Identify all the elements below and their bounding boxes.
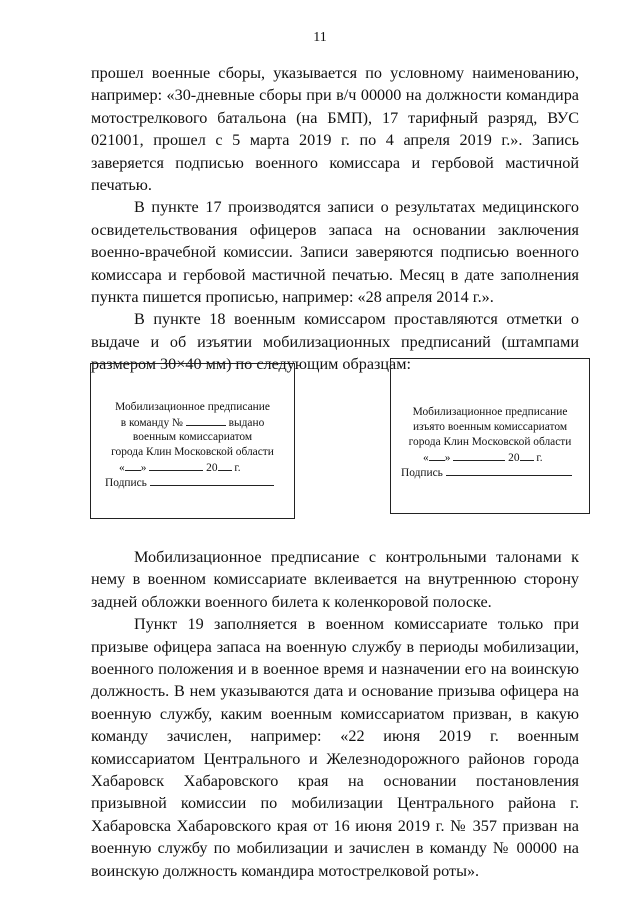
blank-field [149, 460, 203, 471]
stamp-sample-issued [90, 363, 295, 519]
stamp-line: Мобилизационное предписание [412, 406, 568, 418]
stamp-line: изъято военным комиссариатом [412, 421, 568, 433]
stamp-text: г. [536, 452, 543, 464]
paragraph: В пункте 18 военным комиссаром проставляются отметки о выдаче и об изъятии мобилизационных предписаний (штампами размером 30×40 мм) по следующим образцам: [91, 310, 579, 374]
blank-field [218, 460, 232, 471]
stamp-text: в команду № [120, 417, 183, 429]
stamp-date-line [119, 460, 241, 475]
stamp-sample-withdrawn [390, 358, 590, 514]
text-block-top [91, 62, 579, 376]
stamp-sign-line [401, 465, 572, 480]
blank-field [520, 450, 534, 461]
paragraph: Мобилизационное предписание с контрольными талонами к нему в военном комиссариате вклеивается на внутреннюю сторону задней обложки военного билета к коленкоровой полоске. [91, 548, 579, 611]
stamp-line: города Клин Московской области [111, 446, 274, 458]
blank-field [125, 460, 141, 471]
stamp-line: Мобилизационное предписание [115, 401, 270, 413]
stamp-text: выдано [228, 417, 265, 429]
stamp-text: г. [234, 462, 241, 474]
blank-field [453, 450, 505, 461]
stamp-line: города Клин Московской области [408, 436, 572, 448]
stamp-text: Подпись [105, 477, 147, 489]
stamp-line [91, 415, 294, 430]
stamp-text: « [423, 452, 429, 464]
blank-field [186, 415, 226, 426]
paragraph: В пункте 17 производятся записи о результатах медицинского освидетельствования офицеров запаса на основании заключения военно-врачебной комиссии. Записи заверяются подписью военного комиссара и гербовой мастичной печатью. Месяц в дате заполнения пункта пишется прописью, например: «28 апреля 2014 г.». [91, 198, 579, 307]
stamp-line: военным комиссариатом [132, 431, 253, 443]
stamp-text: 20 [206, 462, 218, 474]
stamp-text: 20 [508, 452, 520, 464]
stamp-text: « [119, 462, 125, 474]
paragraph: Пункт 19 заполняется в военном комиссариате только при призыве офицера запаса на военную службу в периоды мобилизации, военного положения и в военное время и назначении его на воинскую должность. В нем указываются дата и основание призыва офицера на военную службу, каким военным комиссариатом призван, в какую команду зачислен, например: «22 июня 2019 г. военным комиссариатом Центрального и Железнодорожного районов города Хабаровск Хабаровского края на основании постановления призывной комиссии по мобилизации Центрального района г. Хабаровска Хабаровского края от 16 июня 2019 г. № 357 призван на военную службу по мобилизации и зачислен в команду № 00000 на воинскую должность командира мотострелковой роты». [91, 615, 579, 880]
page-number: 11 [313, 30, 327, 45]
stamp-text: » [444, 452, 451, 464]
stamp-text: Подпись [401, 467, 443, 479]
blank-field [429, 450, 445, 461]
stamp-text: » [140, 462, 147, 474]
text-block-bottom [91, 546, 579, 882]
blank-field [150, 475, 274, 486]
blank-field [446, 465, 572, 476]
paragraph: прошел военные сборы, указывается по условному наименованию, например: «30-дневные сборы при в/ч 00000 на должности командира мотострелкового батальона (на БМП), 17 тарифный разряд, ВУС 021001, прошел с 5 марта 2019 г. по 4 апреля 2019 г.». Запись заверяется подписью военного комиссара и гербовой мастичной печатью. [91, 64, 579, 195]
stamp-sign-line [105, 475, 274, 490]
stamp-date-line [423, 450, 543, 465]
